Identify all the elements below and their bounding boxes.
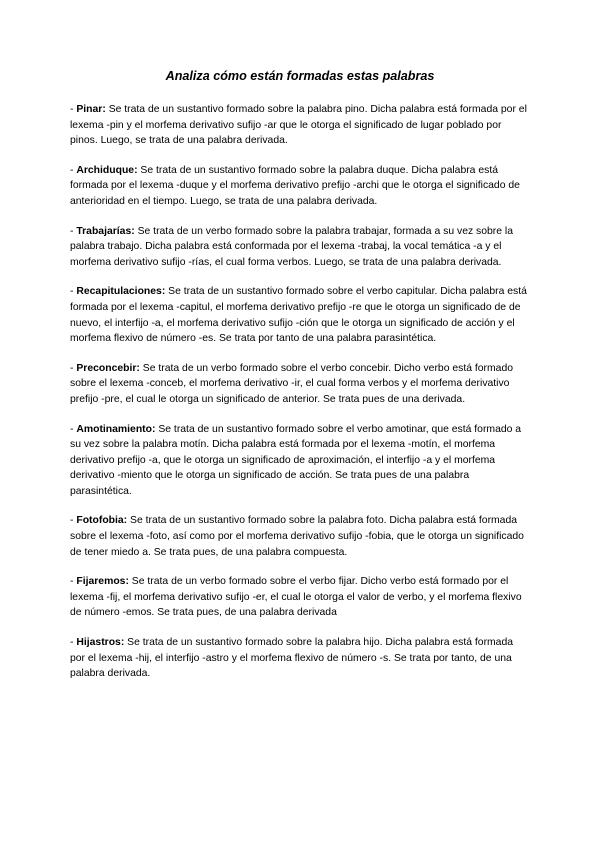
entry-bullet: - bbox=[70, 423, 77, 435]
entry-bullet: - bbox=[70, 164, 77, 176]
entry-fotofobia bbox=[70, 513, 530, 560]
entry-text: Se trata de un sustantivo formado sobre la palabra pino. Dicha palabra está formada por el lexema -pin y el morfema derivativo sufijo -ar que le otorga el significado de lugar poblado por pinos. Luego, se trata de una palabra derivada. bbox=[70, 104, 527, 147]
entry-term: Trabajarías: bbox=[76, 225, 135, 237]
entry-text: Se trata de un verbo formado sobre el verbo concebir. Dicho verbo está formado sobre el lexema -conceb, el morfema derivativo -ir, el cual forma verbos y el morfema derivativo prefijo -pre, el cual le otorga un significado de anterior. Se trata pues de una derivada. bbox=[70, 362, 514, 405]
entry-fijaremos bbox=[70, 574, 530, 621]
entry-preconcebir bbox=[70, 361, 530, 408]
entry-term: Fijaremos: bbox=[76, 576, 129, 588]
entry-term: Fotofobia: bbox=[76, 515, 128, 527]
entry-text: Se trata de un verbo formado sobre la palabra trabajar, formada a su vez sobre la palabra trabajo. Dicha palabra está conformada por el lexema -trabaj, la vocal temática -a y el morfema derivativo sufijo -rías, el cual forma verbos. Luego, se trata de una palabra derivada. bbox=[70, 225, 514, 268]
entry-bullet: - bbox=[70, 104, 77, 115]
entry-text: Se trata de un sustantivo formado sobre la palabra hijo. Dicha palabra está formada por el lexema -hij, el interfijo -astro y el morfema flexivo de número -s. Se trata por tanto, de una palabra derivada. bbox=[70, 637, 514, 680]
entry-term: Amotinamiento: bbox=[76, 423, 156, 435]
page-title: Analiza cómo están formadas estas palabras bbox=[165, 69, 435, 83]
document-page bbox=[70, 68, 530, 696]
entry-trabajarias bbox=[70, 224, 530, 271]
entry-bullet: - bbox=[70, 637, 77, 649]
entry-term: Archiduque: bbox=[76, 164, 138, 176]
entry-text: Se trata de un sustantivo formado sobre el verbo capitular. Dicha palabra está formada por el lexema -capitul, el morfema derivativo prefijo -re que le otorga un significado de de nuevo, el interfijo -a, el morfema derivativo sufijo -ción que le otorga un significado de acción y el morfema flexivo de número -es. Se trata por tanto de una palabra parasintética. bbox=[70, 286, 527, 345]
entry-bullet: - bbox=[70, 362, 77, 374]
entry-pinar bbox=[70, 102, 530, 149]
entry-term: Preconcebir: bbox=[76, 362, 140, 374]
entry-bullet: - bbox=[70, 515, 77, 527]
entry-text: Se trata de un sustantivo formado sobre la palabra duque. Dicha palabra está formada por el lexema -duque y el morfema derivativo prefijo -archi que le otorga el significado de anterioridad en el tiempo. Luego, se trata de una palabra derivada. bbox=[70, 164, 520, 207]
entry-bullet: - bbox=[70, 576, 77, 588]
entry-term: Pinar: bbox=[76, 104, 106, 115]
entry-term: Hijastros: bbox=[76, 637, 125, 649]
entry-amotinamiento bbox=[70, 422, 530, 500]
entry-archiduque bbox=[70, 163, 530, 210]
entry-bullet: - bbox=[70, 286, 77, 298]
entry-hijastros bbox=[70, 635, 530, 682]
entry-term: Recapitulaciones: bbox=[76, 286, 166, 298]
entry-bullet: - bbox=[70, 225, 77, 237]
entry-text: Se trata de un sustantivo formado sobre el verbo amotinar, que está formado a su vez sobre la palabra motín. Dicha palabra está formada por el lexema -motín, el morfema derivativo prefijo -a, que le otorga un significado de aproximación, el interfijo -a y el morfema derivativo -miento que le otorga un significado de acción. Se trata pues de una palabra parasintética. bbox=[70, 423, 522, 497]
entry-text: Se trata de un sustantivo formado sobre la palabra foto. Dicha palabra está formada sobre el lexema -foto, así como por el morfema derivativo sufijo -fobia, que le otorga un significado de tener miedo a. Se trata pues, de una palabra compuesta. bbox=[70, 515, 524, 558]
entry-text: Se trata de un verbo formado sobre el verbo fijar. Dicho verbo está formado por el lexema -fij, el morfema derivativo sufijo -er, el cual le otorga el valor de verbo, y el morfema flexivo de número -emos. Se trata pues, de una palabra derivada bbox=[70, 576, 522, 619]
entry-recapitulaciones bbox=[70, 284, 530, 346]
